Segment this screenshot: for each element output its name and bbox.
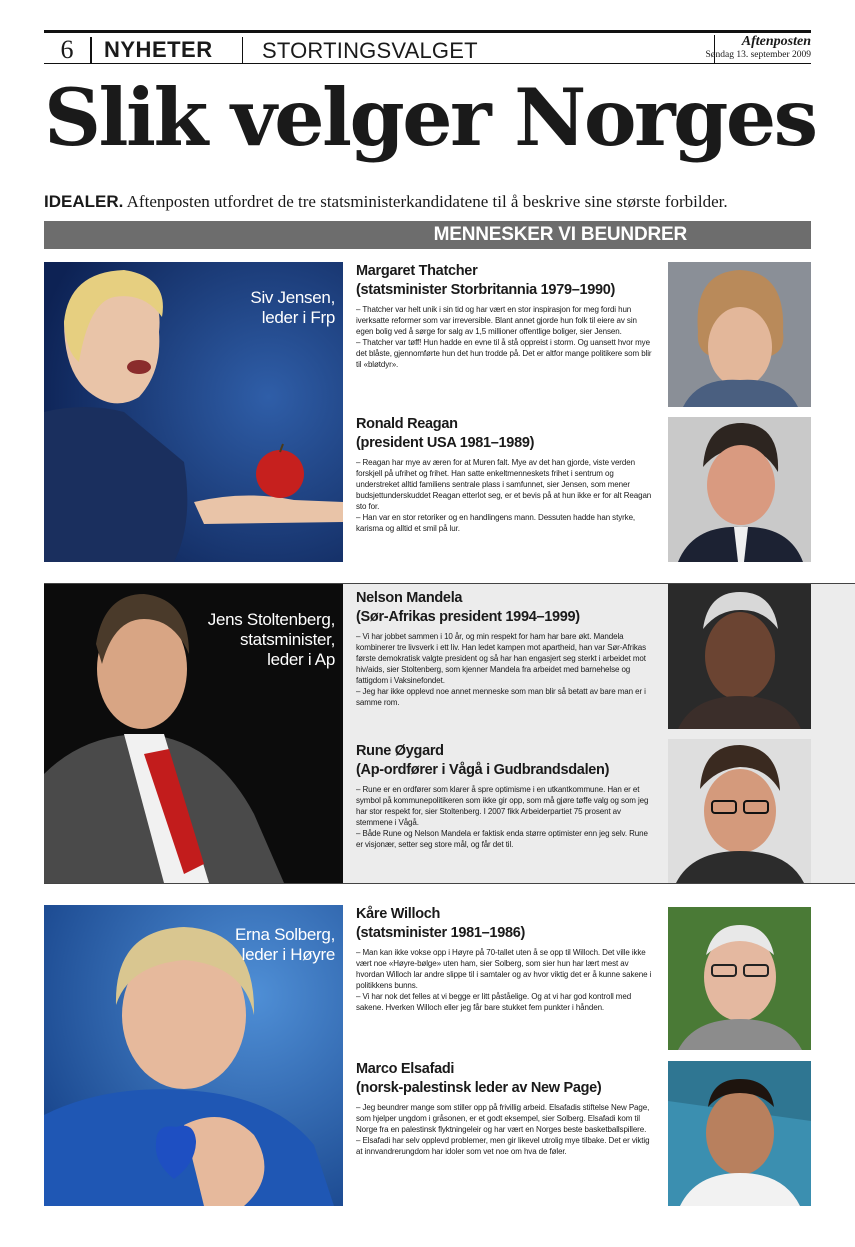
photo-reagan bbox=[668, 417, 811, 562]
header-divider bbox=[90, 37, 92, 63]
entry-subtitle: (Ap-ordfører i Vågå i Gudbrandsdalen) bbox=[356, 762, 610, 778]
caption-name: Erna Solberg, bbox=[234, 925, 335, 944]
masthead-logo: Aftenposten bbox=[741, 34, 811, 49]
entry-subtitle: (Sør-Afrikas president 1994–1999) bbox=[356, 609, 580, 625]
entry-title: Ronald Reagan bbox=[356, 416, 458, 432]
section-label: NYHETER bbox=[104, 37, 213, 62]
caption-role: statsminister, bbox=[240, 630, 335, 649]
entry-title: Rune Øygard bbox=[356, 743, 444, 759]
entry-willoch bbox=[356, 905, 656, 1013]
entry-title: Kåre Willoch bbox=[356, 906, 441, 922]
entry-paragraph: – Man kan ikke vokse opp i Høyre på 70-tallet uten å se opp til Willoch. Det ville ikke vært noe «Høyre-bølge» uten ham, sier Solberg, som sier hun har lært mest av hvordan Willoch lar andre slippe til i samtaler og av hvor viktig det er å kunne sakene i politikkens bunns. bbox=[356, 948, 652, 990]
lead-text: Aftenposten utfordret de tre statsministerkandidatene til å beskrive sine største forbilder. bbox=[123, 192, 728, 211]
entry-subtitle: (statsminister Storbritannia 1979–1990) bbox=[356, 282, 616, 298]
entry-title: Marco Elsafadi bbox=[356, 1061, 455, 1077]
photo-willoch bbox=[668, 907, 811, 1050]
entry-paragraph: – Rune er en ordfører som klarer å spre optimisme i en utkantkommune. Han er et symbol på kommunepolitikeren som ikke gir opp, som må gjøre tøffe valg og som jeg har stor respekt for, sier Stoltenberg. I 2007 fikk Arbeiderpartiet 75 prosent av stemmene i Vågå. bbox=[356, 785, 649, 827]
portrait-jens-stoltenberg bbox=[44, 584, 343, 883]
portrait-siv-jensen bbox=[44, 262, 343, 562]
entry-thatcher bbox=[356, 262, 656, 370]
entry-paragraph: – Han var en stor retoriker og en handlingens mann. Dessuten hadde han styrke, karisma og alltid et smil på lur. bbox=[356, 513, 636, 533]
lead-paragraph bbox=[44, 192, 728, 212]
entry-oygard bbox=[356, 742, 656, 850]
section-siv-jensen bbox=[44, 262, 855, 564]
entry-paragraph: – Jeg beundrer mange som stiller opp på frivillig arbeid. Elsafadis stiftelse New Page, som hjelper ungdom i gråsonen, er et godt eksempel, sier Solberg. Elsafadi kom til Norge fra en palestinsk flyktningeleir og har vært en Norges beste basketballspillere. bbox=[356, 1103, 650, 1134]
photo-oygard bbox=[668, 739, 811, 883]
caption-name: Siv Jensen, bbox=[250, 288, 335, 307]
entry-elsafadi bbox=[356, 1060, 656, 1157]
header-divider bbox=[242, 37, 243, 63]
page-header bbox=[44, 30, 811, 64]
entry-title: Nelson Mandela bbox=[356, 590, 463, 606]
entry-subtitle: (norsk-palestinsk leder av New Page) bbox=[356, 1080, 602, 1096]
section-erna-solberg bbox=[44, 905, 855, 1207]
page-number: 6 bbox=[60, 35, 74, 64]
section-jens-stoltenberg bbox=[44, 583, 855, 884]
caption-role: leder i Frp bbox=[261, 308, 335, 327]
entry-paragraph: – Thatcher var tøff! Hun hadde en evne til å stå oppreist i storm. Og uansett hvor mye det blåste, gjennomførte hun det hun trodde på. Det er altfor mange politikere som blir til «bløtdyr». bbox=[356, 338, 652, 369]
dateline: Søndag 13. september 2009 bbox=[705, 50, 811, 60]
entry-subtitle: (president USA 1981–1989) bbox=[356, 435, 535, 451]
caption-name: Jens Stoltenberg, bbox=[207, 610, 335, 629]
entry-paragraph: – Vi har jobbet sammen i 10 år, og min respekt for ham har bare økt. Mandela kombinerer tre livsverk i ett liv. Han ledet kampen mot apartheid, han var Sør-Afrikas første demokratisk valgte president og så har han engasjert seg sterkt i arbeidet mot hiv/aids, sier Stoltenberg, som kjenner Mandela fra arbeidet med barnehelse og fattigdom i Vaksinefondet. bbox=[356, 632, 647, 685]
photo-thatcher bbox=[668, 262, 811, 407]
subsection-label: STORTINGSVALGET bbox=[262, 38, 478, 63]
headline: Slik velger Norges bbox=[44, 71, 816, 164]
entry-paragraph: – Elsafadi har selv opplevd problemer, men gir likevel utrolig mye tilbake. Det er viktig at innvandrerungdom har idoler som vet noe om hva de føler. bbox=[356, 1136, 650, 1156]
entry-title: Margaret Thatcher bbox=[356, 263, 478, 279]
photo-elsafadi bbox=[668, 1061, 811, 1206]
portrait-caption bbox=[235, 925, 335, 965]
lead-kicker: IDEALER. bbox=[44, 192, 124, 211]
caption-role: leder i Ap bbox=[267, 650, 335, 669]
photo-mandela bbox=[668, 584, 811, 729]
entry-paragraph: – Reagan har mye av æren for at Muren falt. Mye av det han gjorde, viste verden forskjell på ufrihet og frihet. Han satte enkeltmenneskets frihet i sentrum og understreket alltid familiens sentrale plass i samfunnet, sier Jensen, som mener budsjettunderskuddet Reagan etterlot seg, er et bevis på at hun ikke er for alt Reagan sto for. bbox=[356, 458, 652, 511]
entry-subtitle: (statsminister 1981–1986) bbox=[356, 925, 526, 941]
portrait-caption bbox=[250, 288, 335, 328]
portrait-caption bbox=[208, 610, 335, 670]
portrait-erna-solberg bbox=[44, 905, 343, 1206]
banner-label: MENNESKER VI BEUNDRER bbox=[433, 224, 687, 245]
entry-mandela bbox=[356, 589, 656, 708]
entry-paragraph: – Både Rune og Nelson Mandela er faktisk enda større optimister enn jeg selv. Rune er visjonær, setter seg store mål, og får det til. bbox=[356, 829, 648, 849]
entry-reagan bbox=[356, 415, 656, 534]
entry-paragraph: – Jeg har ikke opplevd noe annet menneske som man blir så betatt av bare man er i samme rom. bbox=[356, 687, 646, 707]
caption-role: leder i Høyre bbox=[241, 945, 335, 964]
entry-paragraph: – Vi har nok det felles at vi begge er litt påståelige. Og at vi har god kontroll med sakene. Hverken Willoch eller jeg får bare stukket fem punkter i hånden. bbox=[356, 992, 632, 1012]
section-banner bbox=[44, 221, 811, 249]
entry-paragraph: – Thatcher var helt unik i sin tid og har vært en stor inspirasjon for meg fordi hun iverksatte reformer som var irreversible. Blant annet gjorde hun folk til eiere av sin egen bolig ved å sørge for salg av 1,5 millioner offentlige boliger, sier Jensen. bbox=[356, 305, 637, 336]
